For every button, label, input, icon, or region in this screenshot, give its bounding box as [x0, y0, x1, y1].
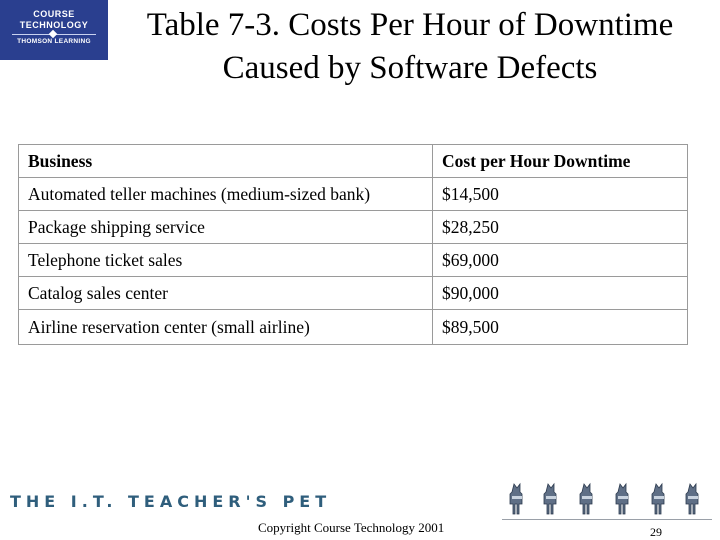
- header-business: Business: [19, 145, 433, 178]
- cost-cell: $28,250: [433, 211, 688, 244]
- page-number: 29: [650, 525, 662, 539]
- cost-cell: $69,000: [433, 244, 688, 277]
- table-row: [19, 178, 688, 211]
- slide-title-line-2: Caused by Software Defects: [222, 50, 598, 86]
- business-cell: Airline reservation center (small airline): [19, 310, 433, 345]
- business-cell: Automated teller machines (medium-sized bank): [19, 178, 433, 211]
- business-cell: Telephone ticket sales: [19, 244, 433, 277]
- cost-cell: $89,500: [433, 310, 688, 345]
- robot-dog-figures-icon: [506, 478, 706, 520]
- slide-title: [110, 4, 710, 90]
- logo-line-technology: TECHNOLOGY: [19, 20, 89, 30]
- header-cost-per-hour: Cost per Hour Downtime: [433, 145, 688, 178]
- table-row: [19, 244, 688, 277]
- logo-divider: [12, 34, 96, 35]
- logo-line-course: COURSE: [33, 9, 75, 19]
- table-row: [19, 277, 688, 310]
- business-cell: Package shipping service: [19, 211, 433, 244]
- table-header-row: [19, 145, 688, 178]
- teachers-pet-banner: THE I.T. TEACHER'S PET: [10, 492, 332, 511]
- business-cell: Catalog sales center: [19, 277, 433, 310]
- course-technology-logo: [0, 0, 108, 60]
- copyright-notice: Copyright Course Technology 2001: [258, 520, 445, 535]
- downtime-cost-table: [18, 144, 688, 345]
- logo-line-thomson: THOMSON LEARNING: [17, 38, 91, 45]
- table-row: [19, 310, 688, 345]
- table-row: [19, 211, 688, 244]
- slide-title-line-1: Table 7-3. Costs Per Hour of Downtime: [146, 7, 674, 43]
- footer-divider: [502, 519, 712, 520]
- cost-cell: $14,500: [433, 178, 688, 211]
- cost-cell: $90,000: [433, 277, 688, 310]
